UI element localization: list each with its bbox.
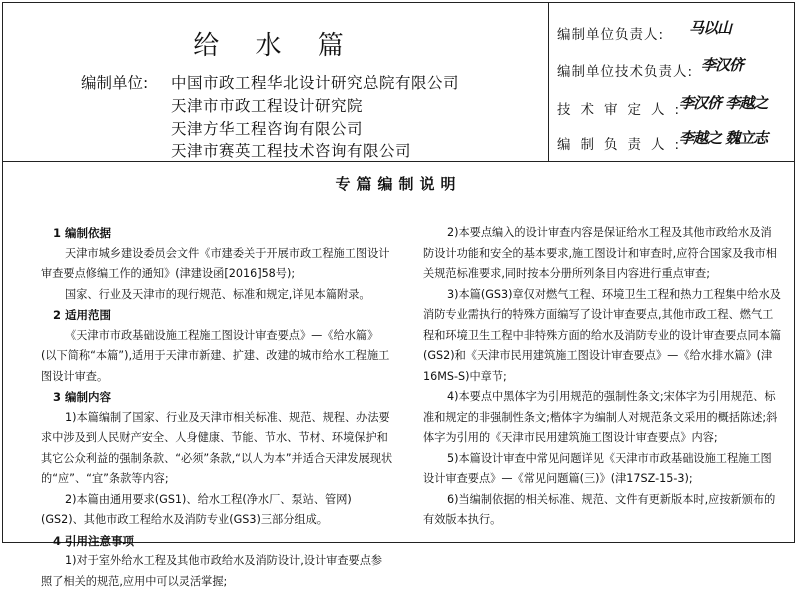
signature-block (549, 3, 796, 161)
org-name-1: 中国市政工程华北设计研究总院有限公司 (171, 74, 460, 92)
role-label-reviewer: 技术审定人: (557, 102, 690, 118)
left-column (41, 223, 393, 592)
section-title: 专篇编制说明 (335, 175, 462, 193)
heading-content: 3 编制内容 (53, 390, 112, 404)
paragraph: 6)当编制依据的相关标准、规范、文件有更新版本时,应按新颁布的有效版本执行。 (423, 492, 776, 526)
title-block-left (3, 3, 549, 161)
heading-basis: 1 编制依据 (53, 226, 112, 240)
paragraph: 4)本要点中黑体字为引用规范的强制性条文;宋体字为引用规范、标准和规定的非强制性条文;楷体字为编制人对规范条文采用的概括陈述;斜体字为引用的《天津市民用建筑施工图设计审查要点》内容; (423, 390, 778, 444)
paragraph: 2)本要点编入的设计审查内容是保证给水工程及其他市政给水及消防设计功能和安全的基本要求,施工图设计和审查时,应符合国家及我市相关规范标准要求,同时按本分册所列条目内容进行重点审查; (423, 226, 777, 280)
page-title: 给 水 篇 (193, 31, 358, 61)
paragraph: 3)本篇(GS3)章仅对燃气工程、环境卫生工程和热力工程集中给水及消防专业需执行的特殊方面编写了设计审查要点,其他市政工程、燃气工程和环境卫生工程中非特殊方面的给水及消防专业的设计审查要点同本篇(GS2)和《天津市民用建筑施工图设计审查要点》—《给水排水篇》(津16MS-S)中章节; (423, 287, 782, 383)
org-name-3: 天津方华工程咨询有限公司 (171, 120, 364, 138)
paragraph: 1)对于室外给水工程及其他市政给水及消防设计,设计审查要点参照了相关的规范,应用中可以灵活掌握; (41, 554, 383, 588)
paragraph: 《天津市市政基础设施工程施工图设计审查要点》—《给水篇》(以下简称“本篇”),适用于天津市新建、扩建、改建的城市给水工程施工图设计审查。 (41, 328, 390, 383)
signature-compiler: 李越之 魏立志 (679, 129, 768, 147)
heading-notes: 4 引用注意事项 (53, 533, 135, 548)
paragraph: 国家、行业及天津市的现行规范、标准和规定,详见本篇附录。 (65, 287, 371, 301)
org-name-2: 天津市市政工程设计研究院 (171, 97, 364, 115)
right-column (423, 223, 781, 531)
paragraph: 天津市城乡建设委员会文件《市建委关于开展市政工程施工图设计审查要点修编工作的通知》(津建设函[2016]58号); (41, 246, 390, 280)
paragraph: 5)本篇设计审查中常见问题详见《天津市市政基础设施工程施工图设计审查要点》—《常见问题篇(三)》(津17SZ-15-3); (423, 451, 772, 485)
signature-reviewer: 李汉侪 李越之 (679, 94, 768, 112)
heading-scope: 2 适用范围 (53, 308, 112, 322)
paragraph: 2)本篇由通用要求(GS1)、给水工程(净水厂、泵站、管网)(GS2)、其他市政工程给水及消防专业(GS3)三部分组成。 (41, 492, 352, 526)
signature-unit-head: 马以山 (689, 19, 732, 37)
paragraph: 1)本篇编制了国家、行业及天津市相关标准、规范、规程、办法要求中涉及到人民财产安全、人身健康、节能、节水、节材、环境保护和其它公众利益的强制条款、“必须”条款,“以人为本”并适合天津发展现状的“应”、“宜”条款等内容; (41, 410, 393, 485)
signature-tech-head: 李汉侪 (701, 56, 744, 74)
role-label-compiler: 编制负责人: (557, 137, 690, 153)
title-block (3, 3, 794, 162)
role-label-tech-head: 编制单位技术负责人: (557, 64, 694, 80)
role-label-unit-head: 编制单位负责人: (557, 27, 665, 43)
drawing-sheet (2, 2, 795, 588)
org-label: 编制单位: (81, 74, 149, 92)
org-name-4: 天津市赛英工程技术咨询有限公司 (171, 142, 412, 160)
